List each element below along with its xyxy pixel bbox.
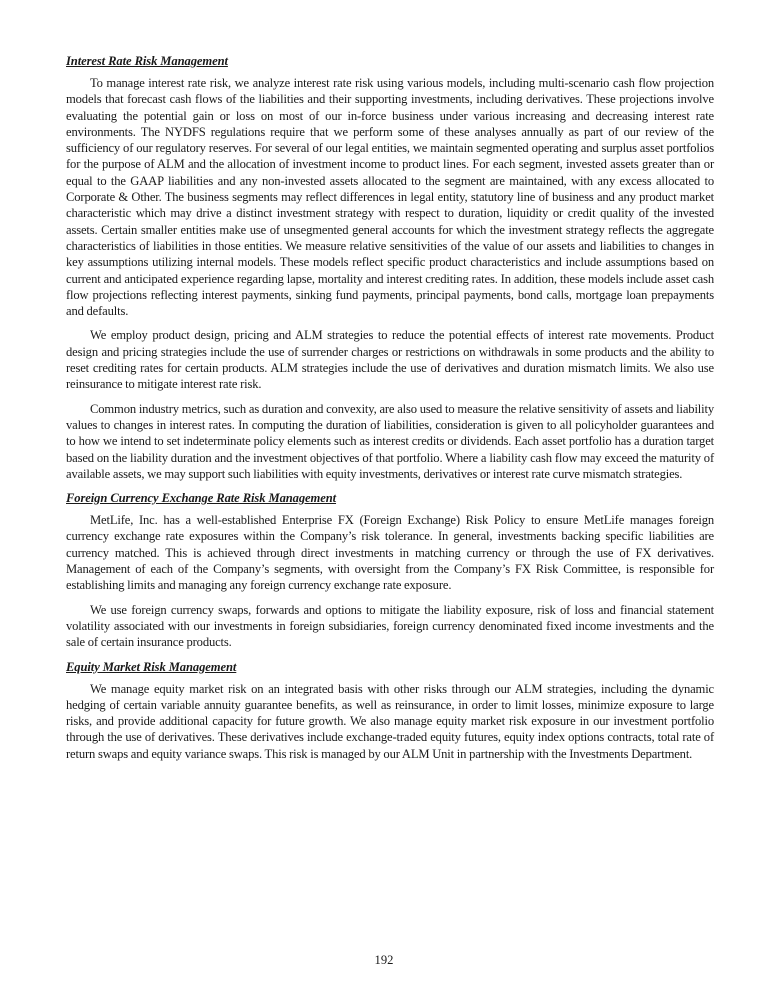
paragraph: Common industry metrics, such as duration and convexity, are also used to measure the relative sensitivity of assets and liability values to changes in interest rates. In computing the duration of liabilities, consideration is given to all policyholder guarantees and to how we intend to set indeterminate policy elements such as interest credits or dividends. Each asset portfolio has a duration target based on the liability duration and the investment objectives of that portfolio. Where a liability cash flow may exceed the maturity of available assets, we may support such liabilities with equity investments, derivatives or interest rate curve mismatch strategies. [66, 401, 714, 481]
document-page [66, 53, 714, 770]
page-number: 192 [374, 953, 394, 967]
paragraph: MetLife, Inc. has a well-established Enterprise FX (Foreign Exchange) Risk Policy to ensure MetLife manages foreign currency exchange rate exposures within the Company’s risk tolerance. In general, investments backing specific liabilities are currency matched. This is achieved through direct investments in matching currency or through the use of FX derivatives. Management of each of the Company’s segments, with oversight from the Company’s FX Risk Committee, is responsible for establishing limits and managing any foreign currency exchange rate exposure. [66, 513, 714, 593]
paragraph: We use foreign currency swaps, forwards and options to mitigate the liability exposure, risk of loss and financial statement volatility associated with our investments in foreign subsidiaries, foreign currency denominated fixed income investments and the sale of certain insurance products. [66, 602, 714, 650]
section-interest-rate-risk [66, 53, 714, 482]
section-equity-market-risk [66, 659, 714, 762]
section-foreign-currency-risk [66, 490, 714, 650]
paragraph: We manage equity market risk on an integrated basis with other risks through our ALM strategies, including the dynamic hedging of certain variable annuity guarantee benefits, as well as reinsurance, in order to limit losses, minimize exposure to large risks, and provide additional capacity for future growth. We also manage equity market risk exposure in our investment portfolio through the use of derivatives. These derivatives include exchange-traded equity futures, equity index options contracts, total rate of return swaps and equity variance swaps. This risk is managed by our ALM Unit in partnership with the Investments Department. [66, 681, 714, 761]
paragraph: To manage interest rate risk, we analyze interest rate risk using various models, including multi-scenario cash flow projection models that forecast cash flows of the liabilities and their supporting investments, including derivatives. These projections involve evaluating the potential gain or loss on most of our in-force business under various increasing and decreasing interest rate environments. The NYDFS regulations require that we perform some of these analyses annually as part of our review of the sufficiency of our regulatory reserves. For several of our legal entities, we maintain segmented operating and surplus asset portfolios for the purpose of ALM and the allocation of investment income to product lines. For each segment, invested assets greater than or equal to the GAAP liabilities and any non-invested assets allocated to the segment are maintained, with any excess allocated to Corporate & Other. The business segments may reflect differences in legal entity, statutory line of business and any product market characteristic which may drive a distinct investment strategy with respect to duration, liquidity or credit quality of the invested assets. Certain smaller entities make use of unsegmented general accounts for which the investment strategy reflects the aggregate characteristics of liabilities in those entities. We measure relative sensitivities of the value of our assets and liabilities to changes in key assumptions utilizing internal models. These models reflect specific product characteristics and include assumptions based on current and anticipated experience regarding lapse, mortality and interest crediting rates. In addition, these models include asset cash flow projections reflecting interest payments, sinking fund payments, principal payments, bond calls, mortgage loan prepayments and defaults. [66, 76, 714, 319]
section-heading: Interest Rate Risk Management [66, 54, 228, 68]
section-heading: Foreign Currency Exchange Rate Risk Management [66, 491, 337, 506]
paragraph: We employ product design, pricing and ALM strategies to reduce the potential effects of interest rate movements. Product design and pricing strategies include the use of surrender charges or restrictions on withdrawals in some products and the ability to reset crediting rates for certain products. ALM strategies include the use of derivatives and duration mismatch limits. We also use reinsurance to mitigate interest rate risk. [66, 328, 714, 392]
section-heading: Equity Market Risk Management [66, 659, 237, 674]
